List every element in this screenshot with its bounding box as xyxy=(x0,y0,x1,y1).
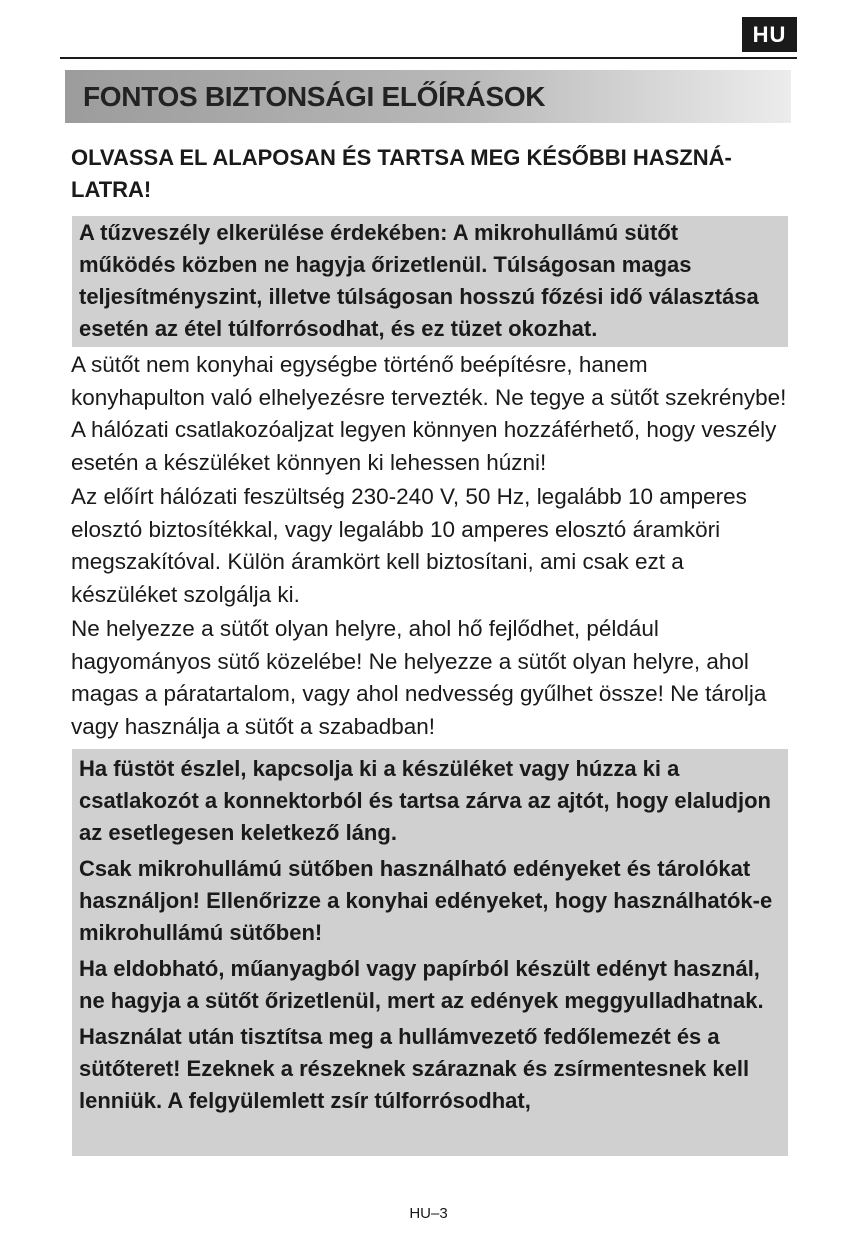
fire-warning-text: A tűzveszély elkerülése érdekében: A mikrohullámú sütőt működés közben ne hagyja őrizetlenül. Túlságosan magas teljesítményszint, illetve túlságosan hosszú főzési idő választása esetén az étel túlforrósodhat, és ez tüzet okozhat. xyxy=(79,220,759,341)
language-badge: HU xyxy=(742,17,797,52)
instruction-paragraph: A sütőt nem konyhai egységbe történő beépítésre, hanem konyhapulton való elhelyezésre tervezték. Ne tegye a sütőt szekrénybe! A hálózati csatlakozóaljzat legyen könnyen hozzáférhető, hogy veszély esetén a készüléket könnyen ki lehessen húzni! xyxy=(71,352,787,475)
warning-paragraph: Ha füstöt észlel, kapcsolja ki a készüléket vagy húzza ki a csatlakozót a konnektorból és tartsa zárva az ajtót, hogy elaludjon az esetlegesen keletkező láng. xyxy=(79,756,771,845)
fire-warning-box xyxy=(72,216,788,347)
section-title: FONTOS BIZTONSÁGI ELŐÍRÁSOK xyxy=(83,80,546,112)
header-rule xyxy=(60,57,797,59)
document-body xyxy=(71,142,787,1156)
safety-warnings-box xyxy=(72,749,788,1156)
warning-paragraph: Csak mikrohullámú sütőben használható edényeket és tárolókat használjon! Ellenőrizze a konyhai edényeket, hogy használhatók-e mikrohullámú sütőben! xyxy=(79,856,773,945)
instructions-block xyxy=(71,349,787,743)
page-number: HU–3 xyxy=(409,1205,448,1222)
warning-paragraph: Ha eldobható, műanyagból vagy papírból készült edényt használ, ne hagyja a sütőt őrizetlenül, mert az edények meggyulladhatnak. xyxy=(79,956,764,1013)
instruction-paragraph: Ne helyezze a sütőt olyan helyre, ahol hő fejlődhet, például hagyományos sütő közelébe! Ne helyezze a sütőt olyan helyre, ahol magas a páratartalom, vagy ahol nedvesség gyűlhet össze! Ne tárolja vagy használja a sütőt a szabadban! xyxy=(71,616,767,739)
instruction-paragraph: Az előírt hálózati feszültség 230-240 V, 50 Hz, legalább 10 amperes elosztó biztosítékkal, vagy legalább 10 amperes elosztó áramköri megszakítóval. Külön áramkört kell biztosítani, ami csak ezt a készüléket szolgálja ki. xyxy=(71,484,747,607)
section-title-bar xyxy=(65,70,791,123)
read-notice: OLVASSA EL ALAPOSAN ÉS TARTSA MEG KÉSŐBBI HASZNÁ-LATRA! xyxy=(71,145,732,202)
warning-paragraph: Használat után tisztítsa meg a hullámvezető fedőlemezét és a sütőteret! Ezeknek a részeknek száraznak és zsírmentesnek kell lenniük. A felgyülemlett zsír túlforrósodhat, xyxy=(79,1024,750,1113)
